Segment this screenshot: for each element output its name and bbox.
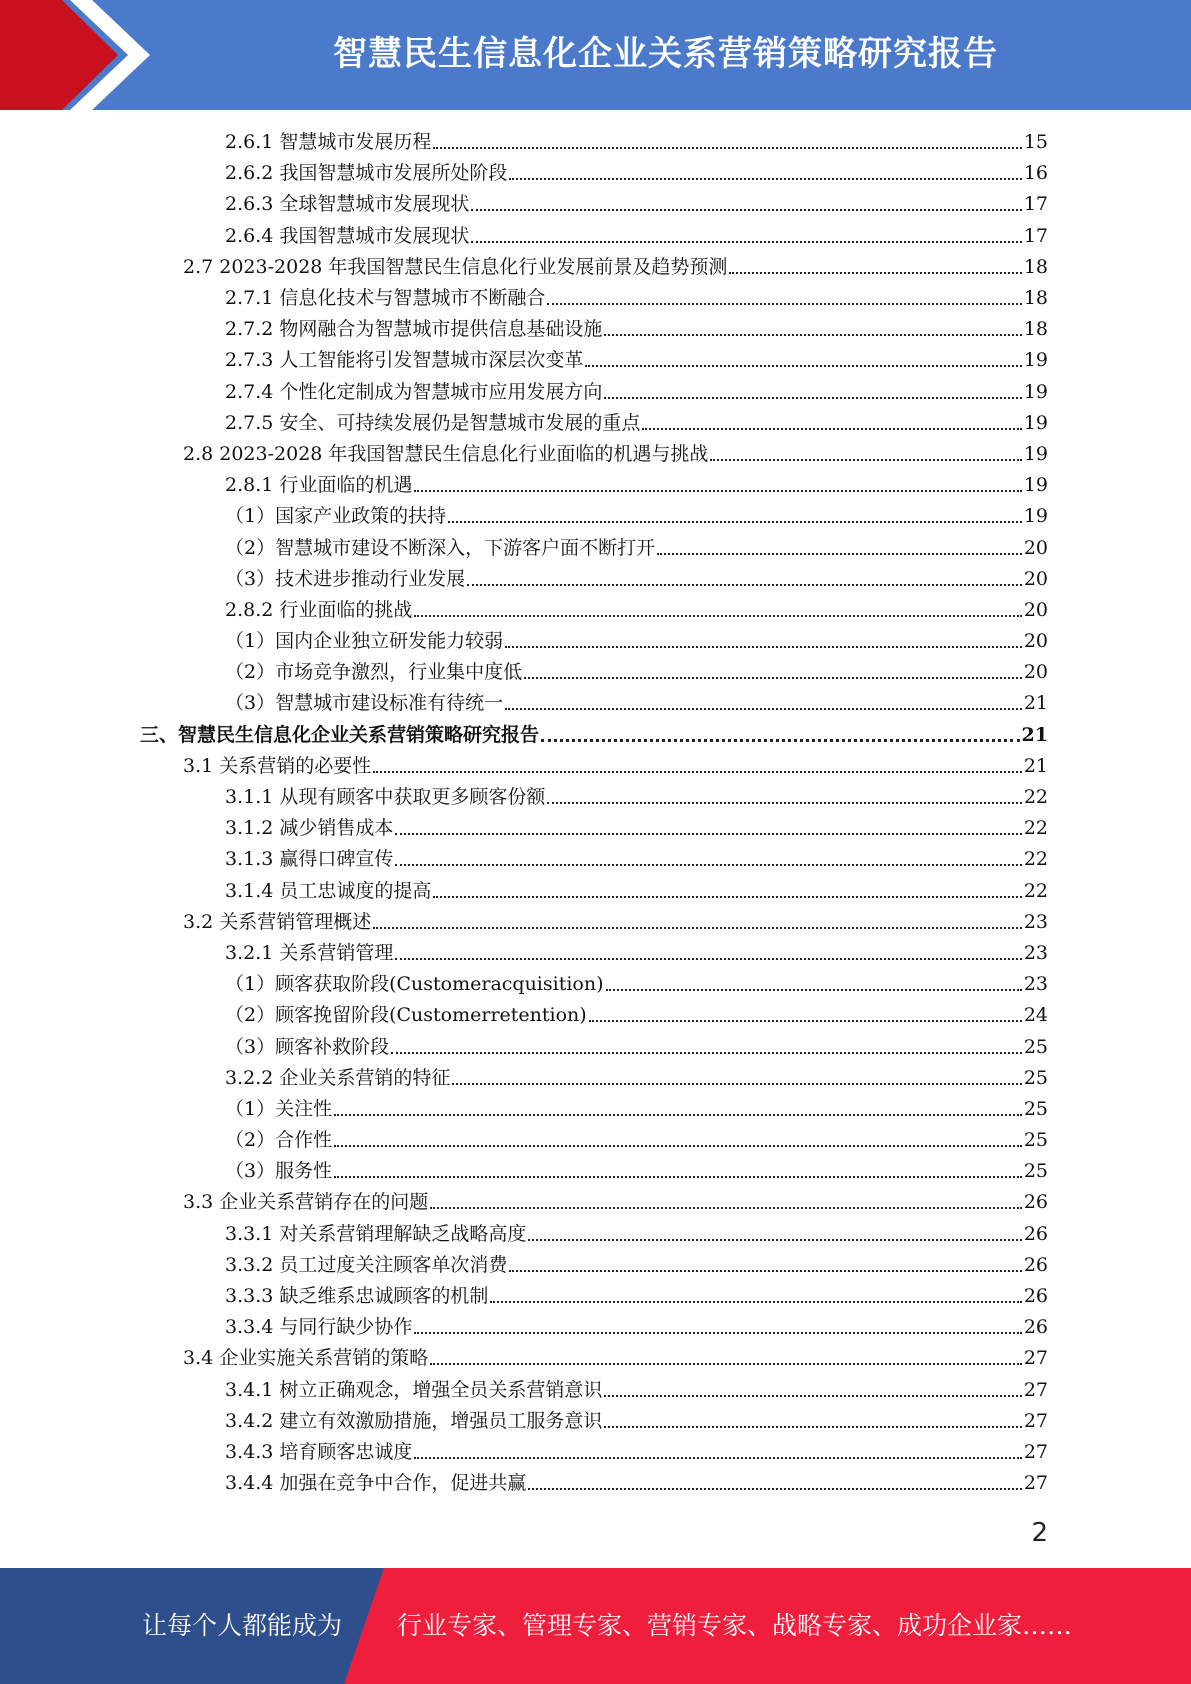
toc-dot-leader (606, 969, 1022, 1000)
toc-entry-page: 20 (1023, 630, 1048, 653)
toc-entry-title: （2）顾客挽留阶段(Customerretention) (225, 1004, 587, 1027)
toc-entry-title: （3）顾客补救阶段 (225, 1035, 390, 1058)
toc-entry-page: 27 (1023, 1440, 1048, 1463)
toc-entry-title: 2.6.1 智慧城市发展历程 (225, 131, 432, 154)
toc-entry[interactable] (0, 564, 1191, 595)
toc-entry[interactable] (0, 813, 1191, 844)
toc-entry-title: 3.3.2 员工过度关注顾客单次消费 (225, 1253, 508, 1276)
toc-entry-title: （2）合作性 (225, 1129, 333, 1152)
toc-dot-leader (524, 657, 1022, 688)
toc-entry-page: 22 (1023, 879, 1048, 902)
toc-entry-title: （3）服务性 (225, 1160, 333, 1183)
toc-entry[interactable] (0, 657, 1191, 688)
toc-entry[interactable] (0, 252, 1191, 283)
toc-dot-leader (657, 533, 1022, 564)
toc-entry[interactable] (0, 938, 1191, 969)
toc-entry-page: 15 (1023, 131, 1048, 154)
toc-entry-title: （1）国家产业政策的扶持 (225, 505, 447, 528)
toc-entry[interactable] (0, 1406, 1191, 1437)
toc-entry[interactable] (0, 1219, 1191, 1250)
toc-entry-page: 26 (1023, 1191, 1048, 1214)
toc-entry-title: 2.8.1 行业面临的机遇 (225, 474, 413, 497)
toc-entry-title: 2.6.4 我国智慧城市发展现状 (225, 224, 470, 247)
toc-dot-leader (528, 1468, 1021, 1499)
toc-entry[interactable] (0, 1063, 1191, 1094)
toc-dot-leader (433, 127, 1021, 158)
toc-entry-page: 25 (1023, 1097, 1048, 1120)
toc-entry[interactable] (0, 1000, 1191, 1031)
toc-entry[interactable] (0, 283, 1191, 314)
toc-entry-title: 3.1.3 赢得口碑宣传 (225, 848, 394, 871)
toc-entry-title: 3.2 关系营销管理概述 (183, 910, 372, 933)
toc-entry-title: 3.1.4 员工忠诚度的提高 (225, 879, 432, 902)
toc-entry-title: 2.7.1 信息化技术与智慧城市不断融合 (225, 287, 546, 310)
toc-entry-page: 16 (1023, 162, 1048, 185)
toc-entry[interactable] (0, 1281, 1191, 1312)
toc-entry-page: 22 (1023, 848, 1048, 871)
toc-entry[interactable] (0, 345, 1191, 376)
toc-entry[interactable] (0, 626, 1191, 657)
toc-dot-leader (334, 1156, 1022, 1187)
toc-entry[interactable] (0, 720, 1191, 751)
toc-entry-page: 26 (1023, 1222, 1048, 1245)
toc-entry-title: （1）顾客获取阶段(Customeracquisition) (225, 973, 604, 996)
toc-entry-page: 22 (1023, 786, 1048, 809)
toc-entry-title: 2.6.2 我国智慧城市发展所处阶段 (225, 162, 508, 185)
toc-dot-leader (395, 938, 1021, 969)
toc-entry-title: 2.7.4 个性化定制成为智慧城市应用发展方向 (225, 380, 603, 403)
toc-dot-leader (414, 1437, 1021, 1468)
toc-entry-title: 2.7.5 安全、可持续发展仍是智慧城市发展的重点 (225, 411, 641, 434)
toc-entry-page: 18 (1023, 318, 1048, 341)
toc-entry-page: 19 (1023, 349, 1048, 372)
toc-entry-title: 3.4.2 建立有效激励措施，增强员工服务意识 (225, 1409, 603, 1432)
page-number: 2 (1031, 1518, 1048, 1548)
toc-dot-leader (414, 470, 1021, 501)
toc-entry[interactable] (0, 1250, 1191, 1281)
toc-dot-leader (604, 314, 1021, 345)
toc-dot-leader (509, 1250, 1021, 1281)
toc-entry-title: 2.7 2023-2028 年我国智慧民生信息化行业发展前景及趋势预测 (183, 255, 728, 278)
toc-entry-page: 19 (1023, 442, 1048, 465)
toc-entry-page: 23 (1023, 941, 1048, 964)
toc-dot-leader (642, 408, 1021, 439)
toc-entry[interactable] (0, 1094, 1191, 1125)
toc-entry-page: 19 (1023, 474, 1048, 497)
toc-entry[interactable] (0, 782, 1191, 813)
toc-entry-page: 17 (1023, 193, 1048, 216)
toc-entry-title: 3.3.1 对关系营销理解缺乏战略高度 (225, 1222, 527, 1245)
toc-dot-leader (373, 907, 1022, 938)
toc-entry[interactable] (0, 314, 1191, 345)
report-title: 智慧民生信息化企业关系营销策略研究报告 (333, 34, 998, 74)
toc-entry-page: 27 (1023, 1472, 1048, 1495)
header-chevron-decoration (0, 0, 160, 110)
toc-entry-page: 24 (1023, 1004, 1048, 1027)
toc-entry[interactable] (0, 688, 1191, 719)
toc-dot-leader (604, 1375, 1021, 1406)
toc-dot-leader (430, 1187, 1022, 1218)
toc-entry-page: 25 (1023, 1066, 1048, 1089)
toc-dot-leader (604, 377, 1021, 408)
toc-entry[interactable] (0, 751, 1191, 782)
toc-dot-leader (528, 1219, 1021, 1250)
toc-entry-title: 3.2.2 企业关系营销的特征 (225, 1066, 451, 1089)
toc-entry-page: 20 (1023, 567, 1048, 590)
toc-dot-leader (391, 1032, 1022, 1063)
toc-entry[interactable] (0, 1156, 1191, 1187)
toc-entry-page: 25 (1023, 1035, 1048, 1058)
toc-entry[interactable] (0, 1312, 1191, 1343)
toc-entry[interactable] (0, 1437, 1191, 1468)
toc-entry-page: 20 (1023, 536, 1048, 559)
toc-entry-title: 3.1.1 从现有顾客中获取更多顾客份额 (225, 786, 546, 809)
toc-entry[interactable] (0, 532, 1191, 563)
toc-entry-title: 3.4.3 培育顾客忠诚度 (225, 1440, 413, 1463)
toc-entry[interactable] (0, 876, 1191, 907)
toc-dot-leader (414, 595, 1021, 626)
toc-entry-title: 3.3.4 与同行缺少协作 (225, 1316, 413, 1339)
toc-dot-leader (471, 221, 1021, 252)
toc-dot-leader (467, 564, 1022, 595)
toc-dot-leader (604, 1406, 1021, 1437)
header-banner (0, 0, 1191, 110)
toc-dot-leader (471, 189, 1021, 220)
toc-entry[interactable] (0, 1125, 1191, 1156)
toc-entry-title: （3）智慧城市建设标准有待统一 (225, 692, 504, 715)
toc-entry[interactable] (0, 1187, 1191, 1218)
toc-entry[interactable] (0, 377, 1191, 408)
toc-entry-title: 3.3.3 缺乏维系忠诚顾客的机制 (225, 1285, 489, 1308)
toc-entry-page: 23 (1023, 910, 1048, 933)
toc-entry-title: 3.4 企业实施关系营销的策略 (183, 1347, 429, 1370)
toc-entry[interactable] (0, 408, 1191, 439)
toc-dot-leader (452, 1063, 1021, 1094)
toc-entry-title: （1）关注性 (225, 1097, 333, 1120)
toc-entry[interactable] (0, 501, 1191, 532)
toc-entry[interactable] (0, 1468, 1191, 1499)
toc-dot-leader (710, 439, 1021, 470)
toc-entry-page: 26 (1023, 1316, 1048, 1339)
toc-entry-page: 21 (1023, 754, 1048, 777)
toc-entry-title: （3）技术进步推动行业发展 (225, 567, 466, 590)
toc-entry-title: （1）国内企业独立研发能力较弱 (225, 630, 504, 653)
toc-entry[interactable] (0, 969, 1191, 1000)
toc-dot-leader (541, 720, 1020, 751)
toc-dot-leader (729, 252, 1021, 283)
toc-dot-leader (585, 345, 1021, 376)
toc-entry-title: 3.3 企业关系营销存在的问题 (183, 1191, 429, 1214)
toc-entry-title: 2.8.2 行业面临的挑战 (225, 598, 413, 621)
toc-entry[interactable] (0, 127, 1191, 158)
toc-entry-page: 19 (1023, 380, 1048, 403)
toc-entry-title: 3.1.2 减少销售成本 (225, 817, 394, 840)
footer-banner (0, 1568, 1191, 1684)
toc-dot-leader (505, 626, 1022, 657)
toc-entry-page: 26 (1023, 1253, 1048, 1276)
toc-entry[interactable] (0, 907, 1191, 938)
toc-entry-page: 20 (1023, 661, 1048, 684)
toc-entry-page: 27 (1023, 1347, 1048, 1370)
toc-dot-leader (448, 501, 1022, 532)
toc-dot-leader (430, 1343, 1022, 1374)
toc-dot-leader (509, 158, 1021, 189)
toc-dot-leader (547, 782, 1021, 813)
toc-entry[interactable] (0, 470, 1191, 501)
toc-entry-page: 26 (1023, 1285, 1048, 1308)
toc-entry-page: 27 (1023, 1378, 1048, 1401)
toc-entry-title: （2）市场竞争激烈，行业集中度低 (225, 661, 523, 684)
toc-entry-title: 3.4.4 加强在竞争中合作，促进共赢 (225, 1472, 527, 1495)
toc-entry-page: 18 (1023, 255, 1048, 278)
toc-entry-title: 2.8 2023-2028 年我国智慧民生信息化行业面临的机遇与挑战 (183, 442, 709, 465)
toc-entry-page: 23 (1023, 973, 1048, 996)
toc-dot-leader (433, 876, 1021, 907)
toc-dot-leader (490, 1281, 1021, 1312)
toc-entry-title: 三、智慧民生信息化企业关系营销策略研究报告 (140, 723, 540, 746)
toc-entry[interactable] (0, 1031, 1191, 1062)
toc-entry[interactable] (0, 221, 1191, 252)
toc-entry-page: 21 (1023, 692, 1048, 715)
toc-entry-page: 17 (1023, 224, 1048, 247)
toc-dot-leader (373, 751, 1022, 782)
toc-entry-page: 18 (1023, 287, 1048, 310)
toc-entry-title: 2.6.3 全球智慧城市发展现状 (225, 193, 470, 216)
toc-entry[interactable] (0, 1375, 1191, 1406)
toc-entry-title: 3.4.1 树立正确观念，增强全员关系营销意识 (225, 1378, 603, 1401)
toc-entry-page: 21 (1021, 723, 1048, 746)
toc-entry[interactable] (0, 189, 1191, 220)
toc-entry[interactable] (0, 439, 1191, 470)
toc-entry-page: 27 (1023, 1409, 1048, 1432)
toc-entry-page: 22 (1023, 817, 1048, 840)
toc-entry[interactable] (0, 158, 1191, 189)
toc-dot-leader (334, 1094, 1022, 1125)
toc-dot-leader (395, 813, 1021, 844)
toc-entry-page: 25 (1023, 1160, 1048, 1183)
toc-entry-page: 19 (1023, 411, 1048, 434)
toc-entry-title: （2）智慧城市建设不断深入，下游客户面不断打开 (225, 536, 656, 559)
table-of-contents (0, 127, 1191, 1499)
toc-dot-leader (505, 688, 1022, 719)
toc-entry[interactable] (0, 844, 1191, 875)
toc-dot-leader (414, 1312, 1021, 1343)
footer-slogan-left: 让每个人都能成为 (142, 1611, 343, 1640)
toc-entry[interactable] (0, 595, 1191, 626)
footer-slogan-right: 行业专家、管理专家、营销专家、战略专家、成功企业家…… (397, 1611, 1073, 1640)
toc-dot-leader (589, 1000, 1022, 1031)
toc-entry-title: 3.2.1 关系营销管理 (225, 941, 394, 964)
toc-entry[interactable] (0, 1343, 1191, 1374)
toc-entry-page: 19 (1023, 505, 1048, 528)
toc-entry-page: 25 (1023, 1129, 1048, 1152)
toc-entry-page: 20 (1023, 598, 1048, 621)
toc-entry-title: 3.1 关系营销的必要性 (183, 754, 372, 777)
toc-dot-leader (395, 844, 1021, 875)
toc-entry-title: 2.7.2 物网融合为智慧城市提供信息基础设施 (225, 318, 603, 341)
toc-entry-title: 2.7.3 人工智能将引发智慧城市深层次变革 (225, 349, 584, 372)
toc-dot-leader (547, 283, 1021, 314)
toc-dot-leader (334, 1125, 1022, 1156)
